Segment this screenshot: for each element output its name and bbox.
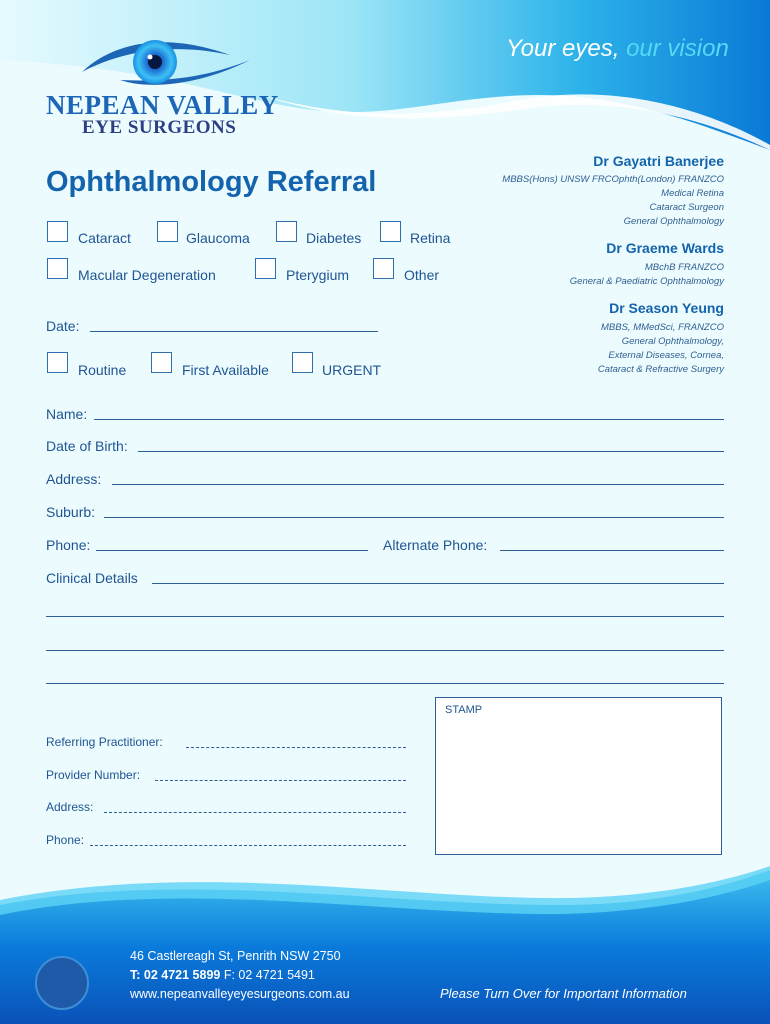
- page-title: Ophthalmology Referral: [46, 166, 377, 198]
- referring-practitioner-label: Referring Practitioner:: [46, 735, 163, 749]
- doctor-specialty: Cataract Surgeon: [649, 202, 724, 213]
- referrer-phone-field[interactable]: [90, 845, 406, 846]
- doctor-name: Dr Gayatri Banerjee: [593, 153, 724, 169]
- date-field[interactable]: [90, 331, 378, 332]
- logo-name: NEPEAN VALLEY: [46, 90, 279, 120]
- checkbox-label-pterygium: Pterygium: [286, 267, 350, 283]
- doctor-specialty: Cataract & Refractive Surgery: [597, 364, 724, 375]
- clinical-details-line[interactable]: [46, 650, 724, 651]
- clinical-details-label: Clinical Details: [46, 570, 138, 586]
- date-label: Date:: [46, 318, 80, 334]
- stamp-label: STAMP: [445, 704, 483, 716]
- name-field[interactable]: [94, 419, 724, 420]
- doctor-qualification: MBchB FRANZCO: [644, 262, 724, 273]
- doctor-specialty: Medical Retina: [661, 188, 724, 199]
- referring-practitioner-field[interactable]: [186, 747, 406, 748]
- clinical-details-field[interactable]: [152, 583, 724, 584]
- checkbox-label-retina: Retina: [410, 230, 451, 246]
- doctor-name: Dr Graeme Wards: [606, 240, 724, 256]
- checkbox-label-urgent: URGENT: [322, 362, 382, 378]
- checkbox-pterygium[interactable]: [255, 258, 276, 279]
- checkbox-label-diabetes: Diabetes: [306, 230, 362, 246]
- footer-address: 46 Castlereagh St, Penrith NSW 2750: [130, 949, 341, 963]
- suburb-label: Suburb:: [46, 504, 96, 520]
- doctor-qualification: MBBS, MMedSci, FRANZCO: [601, 322, 724, 333]
- doctor-qualification: MBBS(Hons) UNSW FRCOphth(London) FRANZCO: [502, 174, 724, 185]
- doctor-specialty: General Ophthalmology,: [621, 336, 724, 347]
- checkbox-label-glaucoma: Glaucoma: [186, 230, 250, 246]
- dob-field[interactable]: [138, 451, 724, 452]
- checkbox-first-available[interactable]: [151, 352, 172, 373]
- stamp-box: [435, 697, 722, 855]
- doctor-name: Dr Season Yeung: [609, 300, 724, 316]
- doctor-specialty: General & Paediatric Ophthalmology: [569, 276, 724, 287]
- checkbox-macular-degeneration[interactable]: [47, 258, 68, 279]
- footer-website-link[interactable]: www.nepeanvalleyeyesurgeons.com.au: [130, 987, 350, 1001]
- phone-field[interactable]: [96, 550, 368, 551]
- provider-number-label: Provider Number:: [46, 768, 141, 782]
- checkbox-other[interactable]: [373, 258, 394, 279]
- phone-label: Phone:: [46, 537, 91, 553]
- checkbox-retina[interactable]: [380, 221, 401, 242]
- alternate-phone-field[interactable]: [500, 550, 724, 551]
- footer-contact: T: 02 4721 5899 F: 02 4721 5491: [130, 968, 315, 982]
- provider-number-field[interactable]: [155, 780, 406, 781]
- tagline: Your eyes, our vision: [506, 35, 729, 62]
- checkbox-label-routine: Routine: [78, 362, 127, 378]
- referrer-phone-label: Phone:: [46, 833, 85, 847]
- checkbox-urgent[interactable]: [292, 352, 313, 373]
- doctor-specialty: General Ophthalmology: [623, 216, 724, 227]
- checkbox-label-macular-degeneration: Macular Degeneration: [78, 267, 216, 283]
- suburb-field[interactable]: [104, 517, 724, 518]
- clinical-details-line[interactable]: [46, 683, 724, 684]
- clinical-details-line[interactable]: [46, 616, 724, 617]
- checkbox-routine[interactable]: [47, 352, 68, 373]
- checkbox-label-first-available: First Available: [182, 362, 269, 378]
- checkbox-diabetes[interactable]: [276, 221, 297, 242]
- doctor-specialty: External Diseases, Cornea,: [608, 350, 724, 361]
- dob-label: Date of Birth:: [46, 438, 128, 454]
- address-field[interactable]: [112, 484, 724, 485]
- footer-note: Please Turn Over for Important Information: [440, 986, 687, 1001]
- checkbox-cataract[interactable]: [47, 221, 68, 242]
- logo-subtitle: EYE SURGEONS: [82, 117, 237, 138]
- checkbox-glaucoma[interactable]: [157, 221, 178, 242]
- checkbox-label-cataract: Cataract: [78, 230, 131, 246]
- alternate-phone-label: Alternate Phone:: [383, 537, 488, 553]
- checkbox-label-other: Other: [404, 267, 440, 283]
- name-label: Name:: [46, 406, 88, 422]
- address-label: Address:: [46, 471, 102, 487]
- referrer-address-label: Address:: [46, 800, 94, 814]
- referrer-address-field[interactable]: [104, 812, 406, 813]
